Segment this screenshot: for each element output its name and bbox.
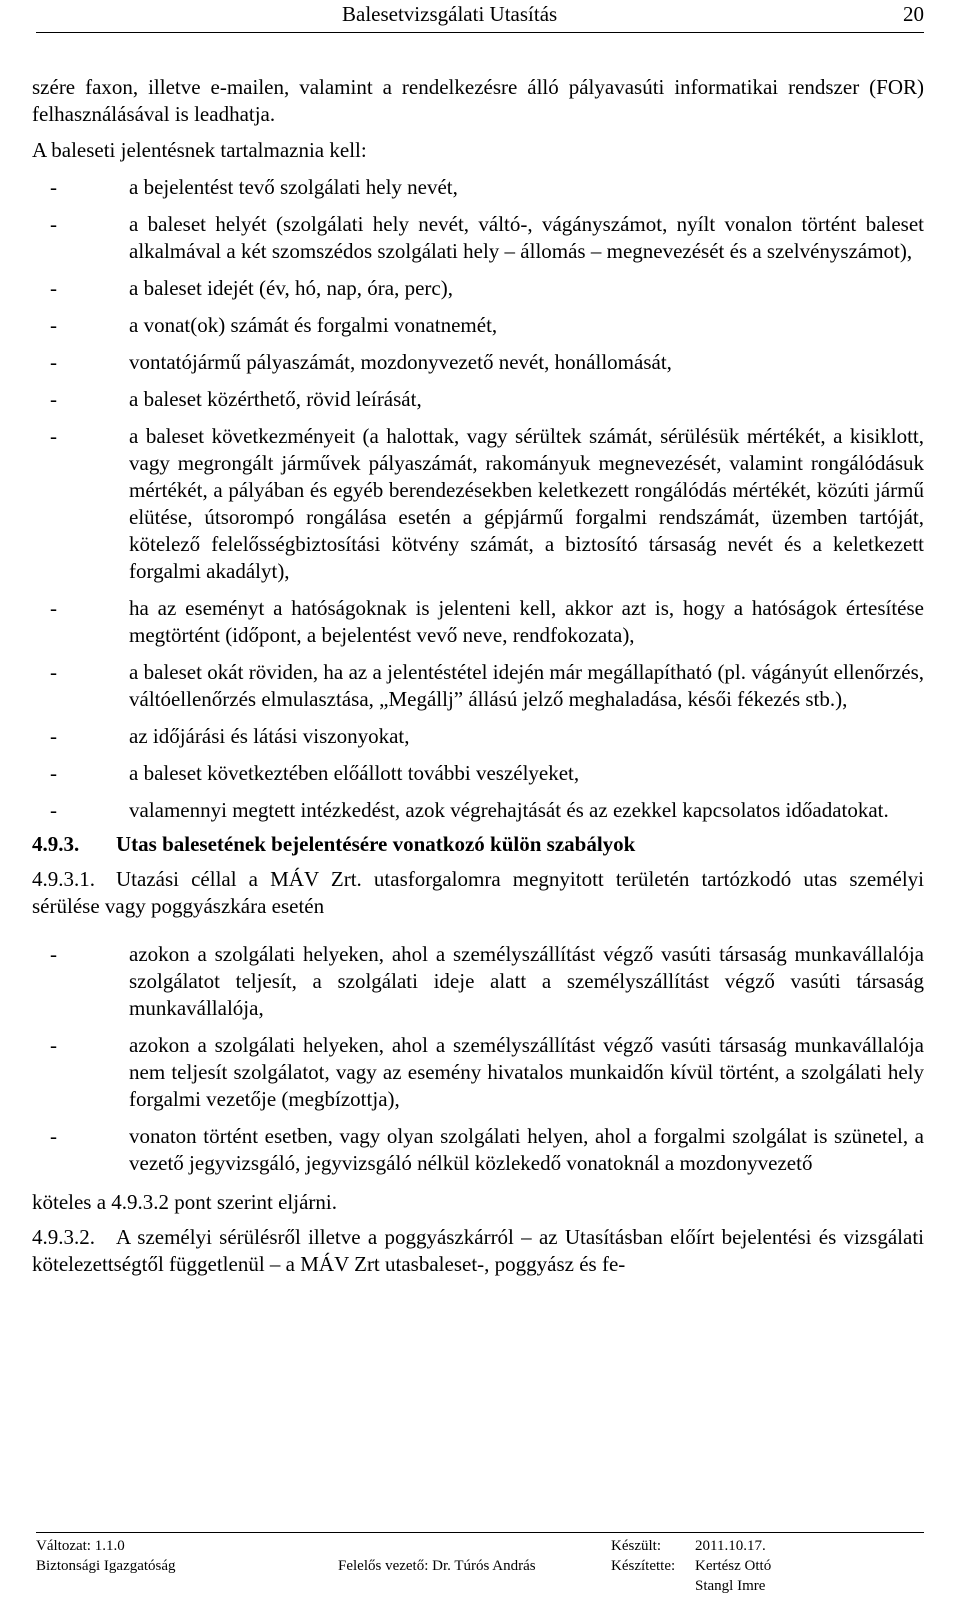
list-bullet: -: [50, 212, 57, 236]
footer-author-2: Stangl Imre: [695, 1578, 766, 1594]
list-item-text: a baleset következményeit (a halottak, vagy sérültek számát, sérülésük mértékét, a kisiklott, vagy megrongált járművek pályaszámát, rakományuk megnevezését, valamint rongálódásuk mértékét, a pályában és egyéb berendezésekben keletkezett rongálódás mértékét, közúti jármű elütése, útsorompó rongálása esetén a gépjármű forgalmi rendszámát, üzemben tartóját, kötelező felelősségbiztosítási kötvény számát, a biztosító társaság nevét és a keletkezett forgalmi akadályt),: [129, 424, 924, 583]
footer-left: [36, 1536, 176, 1576]
list-bullet: -: [50, 596, 57, 620]
page-body: [32, 74, 924, 1299]
subsection-number: 4.9.3.2.: [32, 1225, 95, 1249]
list-item: [32, 659, 924, 713]
list-bullet: -: [50, 175, 57, 199]
list-bullet: -: [50, 761, 57, 785]
list-item-text: a baleset idejét (év, hó, nap, óra, perc),: [129, 276, 453, 300]
footer-department: Biztonsági Igazgatóság: [36, 1558, 176, 1574]
page-number: 20: [903, 2, 924, 26]
list-item-text: azokon a szolgálati helyeken, ahol a személyszállítást végző vasúti társaság munkavállalója nem teljesít szolgálatot, vagy az esemény hivatalos munkaidőn kívül történt, a szolgálati hely forgalmi vezetője (megbízottja),: [129, 1033, 924, 1111]
list-bullet: -: [50, 313, 57, 337]
responsible-persons-list: [32, 941, 924, 1177]
list-item: [32, 386, 924, 413]
list-bullet: -: [50, 798, 57, 822]
list-item-text: a baleset következtében előállott további veszélyeket,: [129, 761, 580, 785]
list-item-text: vontatójármű pályaszámát, mozdonyvezető nevét, honállomását,: [129, 350, 672, 374]
section-number: 4.9.3.: [32, 832, 80, 856]
list-item: [32, 1123, 924, 1177]
paragraph-obligation: köteles a 4.9.3.2 pont szerint eljárni.: [32, 1190, 338, 1214]
list-item: [32, 1032, 924, 1113]
page-footer: [36, 1536, 924, 1616]
subsection-4-9-3-1: [32, 866, 924, 920]
list-item-text: azokon a szolgálati helyeken, ahol a személyszállítást végző vasúti társaság munkavállalója szolgálatot teljesít, a szolgálati ideje alatt a személyszállítást végző vasúti társaság munkavállalója,: [129, 942, 924, 1020]
list-item-text: az időjárási és látási viszonyokat,: [129, 724, 410, 748]
list-item-text: valamennyi megtett intézkedést, azok végrehajtását és az ezekkel kapcsolatos időadatokat.: [129, 798, 889, 822]
footer-author-1: Kertész Ottó: [695, 1558, 772, 1574]
list-bullet: -: [50, 387, 57, 411]
subsection-number: 4.9.3.1.: [32, 867, 95, 891]
list-item: [32, 423, 924, 585]
list-bullet: -: [50, 350, 57, 374]
list-item-text: vonaton történt esetben, vagy olyan szolgálati helyen, ahol a forgalmi szolgálat is szünetel, a vezető jegyvizsgáló, jegyvizsgáló nélkül közlekedő vonatoknál a mozdonyvezető: [129, 1124, 924, 1175]
section-title: Utas balesetének bejelentésére vonatkozó külön szabályok: [116, 832, 636, 856]
footer-version: Változat: 1.1.0: [36, 1538, 125, 1554]
list-item: [32, 797, 924, 824]
list-item: [32, 349, 924, 376]
list-item-text: ha az eseményt a hatóságoknak is jelenteni kell, akkor azt is, hogy a hatóságok értesítése megtörtént (időpont, a bejelentést vevő neve, rendfokozata),: [129, 596, 924, 647]
list-item: [32, 211, 924, 265]
list-bullet: -: [50, 424, 57, 448]
footer-author-label: Készítette:: [611, 1558, 676, 1574]
list-item-text: a baleset okát röviden, ha az a jelentéstétel idején már megállapítható (pl. vágányút ellenőrzés, váltóellenőrzés elmulasztása, „Megállj” állású jelző meghaladása, késői fékezés stb.),: [129, 660, 924, 711]
header-divider: [36, 32, 924, 33]
list-item-text: a baleset helyét (szolgálati hely nevét, váltó-, vágányszámot, nyílt vonalon történt baleset alkalmával a két szomszédos szolgálati hely – állomás – megnevezését és a szelvényszámot),: [129, 212, 924, 263]
list-item: [32, 174, 924, 201]
footer-created-label: Készült:: [611, 1538, 661, 1554]
list-bullet: -: [50, 660, 57, 684]
subsection-text: A személyi sérülésről illetve a poggyászkárról – az Utasításban előírt bejelentési és vizsgálati kötelezettségtől függetlenül – a MÁV Zrt utasbaleset-, poggyász és fe-: [32, 1225, 924, 1276]
list-item-text: a vonat(ok) számát és forgalmi vonatnemét,: [129, 313, 498, 337]
list-bullet: -: [50, 1033, 57, 1057]
footer-divider: [36, 1532, 924, 1533]
page-header: [36, 0, 924, 32]
paragraph-continuation: szére faxon, illetve e-mailen, valamint a rendelkezésre álló pályavasúti informatikai rendszer (FOR) felhasználásával is leadhatja.: [32, 75, 924, 126]
list-item: [32, 595, 924, 649]
list-bullet: -: [50, 942, 57, 966]
list-item-text: a baleset közérthető, rövid leírását,: [129, 387, 422, 411]
list-item-text: a bejelentést tevő szolgálati hely nevét,: [129, 175, 458, 199]
footer-responsible: Felelős vezető: Dr. Túrós András: [338, 1558, 536, 1574]
list-item: [32, 275, 924, 302]
list-bullet: -: [50, 276, 57, 300]
footer-created-date: 2011.10.17.: [695, 1538, 766, 1554]
paragraph-intro: A baleseti jelentésnek tartalmaznia kell:: [32, 138, 367, 162]
report-contents-list: [32, 174, 924, 824]
footer-right: [611, 1536, 771, 1596]
list-item: [32, 760, 924, 787]
section-heading: [32, 830, 924, 858]
subsection-text: Utazási céllal a MÁV Zrt. utasforgalomra megnyitott területén tartózkodó utas személyi sérülése vagy poggyászkára esetén: [32, 867, 924, 918]
list-item: [32, 723, 924, 750]
list-item: [32, 941, 924, 1022]
list-bullet: -: [50, 1124, 57, 1148]
list-item: [32, 312, 924, 339]
list-bullet: -: [50, 724, 57, 748]
document-title: Balesetvizsgálati Utasítás: [342, 2, 558, 26]
subsection-4-9-3-2: [32, 1224, 924, 1278]
